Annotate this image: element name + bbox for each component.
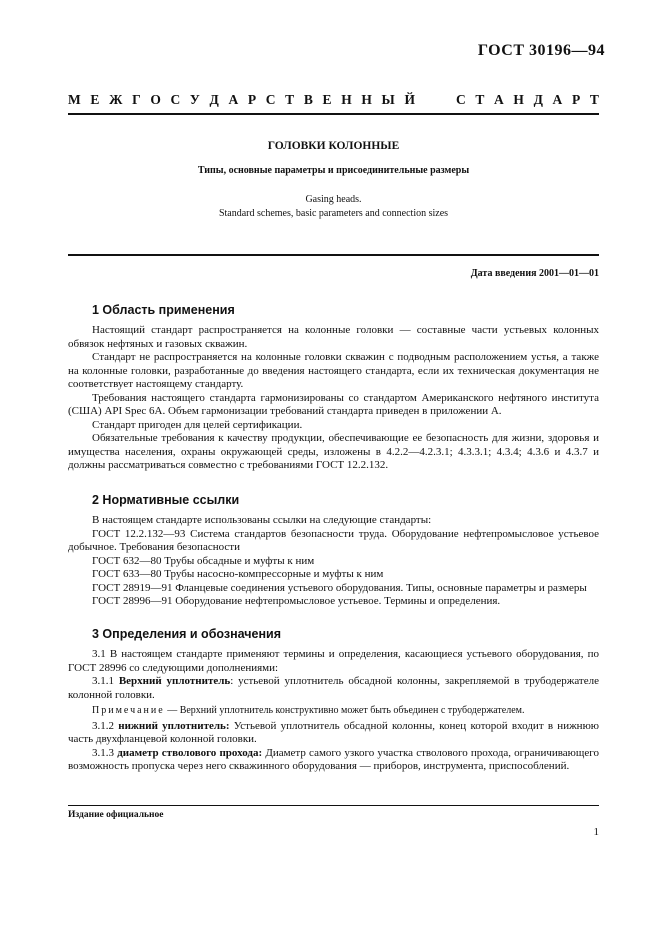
banner-letter: Г xyxy=(132,92,141,107)
section-1-heading: 1 Область применения xyxy=(92,303,235,317)
definition-3-1-3: 3.1.3 диаметр стволового прохода: Диаметр самого узкого участка стволового прохода, ограничивающего возможность пропуска через него скважинного оборудования — приборов, инструмента, приспособлений. xyxy=(68,746,599,772)
banner-letter: Ж xyxy=(109,92,123,107)
banner-letter: Н xyxy=(341,92,352,107)
section-1-body xyxy=(68,324,599,473)
banner-letter: О xyxy=(150,92,161,107)
paragraph: Настоящий стандарт распространяется на колонные головки — составные части устьевых колонных обвязок нефтяных и газовых скважин. xyxy=(68,324,599,350)
reference-item: ГОСТ 633—80 Трубы насосно-компрессорные и муфты к ним xyxy=(92,568,384,580)
banner-letter: Е xyxy=(90,92,100,107)
reference-item: ГОСТ 28996—91 Оборудование нефтепромысловое устьевое. Термины и определения. xyxy=(92,595,501,607)
note: Примечание — Верхний уплотнитель конструктивно может быть объединен с трубодержателем. xyxy=(92,705,525,716)
banner-letter: Н xyxy=(361,92,372,107)
document-subtitle: Типы, основные параметры и присоединительные размеры xyxy=(197,165,470,176)
header-rule xyxy=(68,254,599,256)
english-title-line-1: Gasing heads. xyxy=(305,194,362,205)
page-number: 1 xyxy=(593,826,599,838)
footer-rule xyxy=(68,805,599,806)
reference-item: ГОСТ 632—80 Трубы обсадные и муфты к ним xyxy=(92,554,315,567)
section-3-heading: 3 Определения и обозначения xyxy=(92,627,282,641)
banner-letter: Н xyxy=(513,92,524,107)
banner-letter: У xyxy=(189,92,200,107)
banner-letter xyxy=(440,92,446,108)
definition-3-1-2: 3.1.2 нижний уплотнитель: Устьевой уплотнитель обсадной колонны, конец которой входит в нижнюю часть двухфланцевой колонной головки. xyxy=(68,719,600,745)
section-2-heading: 2 Нормативные ссылки xyxy=(92,493,240,507)
english-title xyxy=(68,193,599,220)
standard-banner xyxy=(68,92,599,108)
introduction-date: Дата введения 2001—01—01 xyxy=(470,268,599,279)
banner-letter: С xyxy=(455,92,466,107)
banner-letter: А xyxy=(552,92,563,107)
official-edition-label: Издание официальное xyxy=(68,810,164,820)
banner-letter: Е xyxy=(322,92,332,107)
section-2-body xyxy=(68,514,599,609)
banner-letter: Т xyxy=(475,92,485,107)
banner-letter: Д xyxy=(209,92,219,107)
reference-item: ГОСТ 12.2.132—93 Система стандартов безопасности труда. Оборудование нефтепромысловое устьевое добычное. Требования безопасности xyxy=(68,527,599,553)
definition-3-1-1: 3.1.1 Верхний уплотнитель: устьевой уплотнитель обсадной колонны, закрепляемой в трубодержателе колонной головки. xyxy=(68,675,599,701)
banner-letter: М xyxy=(68,92,81,107)
banner-letter: Д xyxy=(533,92,543,107)
banner-letter xyxy=(425,92,431,108)
banner-letter: А xyxy=(494,92,504,107)
paragraph: Стандарт пригоден для целей сертификации. xyxy=(92,418,303,431)
english-title-line-2: Standard schemes, basic parameters and connection sizes xyxy=(218,207,449,219)
section-3-body xyxy=(68,648,599,774)
banner-letter: Р xyxy=(247,92,257,107)
banner-letter: В xyxy=(303,92,313,107)
paragraph: Требования настоящего стандарта гармонизированы со стандартом Американского нефтяного института (США) API Spec 6A. Объем гармонизации требований стандарта приведен в приложении А. xyxy=(68,391,599,417)
banner-rule xyxy=(68,113,599,115)
banner-letter: С xyxy=(170,92,181,107)
paragraph: Обязательные требования к качеству продукции, обеспечивающие ее безопасность для жизни, здоровья и имущества населения, охраны окружающей среды, изложены в 4.2.2—4.2.3.1; 4.3.3.1; 4.3.4; 4.3.6 и 4.3.7 и должны рассматриваться совместно с требованиями ГОСТ 12.2.132. xyxy=(68,432,599,471)
paragraph: Стандарт не распространяется на колонные головки скважин с подводным расположением устья, а также на колонные головки, разработанные до введения настоящего стандарта, если их техническая документация не соответствует настоящему стандарту. xyxy=(68,351,599,390)
document-title: ГОЛОВКИ КОЛОННЫЕ xyxy=(267,140,400,152)
banner-letter: Т xyxy=(589,92,599,107)
banner-letter: С xyxy=(265,92,276,107)
banner-letter: Т xyxy=(285,92,295,107)
banner-letter: Ы xyxy=(381,92,395,107)
banner-letter: А xyxy=(228,92,239,107)
banner-letter: Р xyxy=(571,92,581,107)
gost-number: ГОСТ 30196—94 xyxy=(477,42,605,59)
reference-item: ГОСТ 28919—91 Фланцевые соединения устьевого оборудования. Типы, основные параметры и размеры xyxy=(92,581,587,594)
paragraph: В настоящем стандарте использованы ссылки на следующие стандарты: xyxy=(92,514,432,526)
paragraph: 3.1 В настоящем стандарте применяют термины и определения, касающиеся устьевого оборудования, по ГОСТ 28996 со следующими дополнениями: xyxy=(68,648,599,674)
banner-letter: Й xyxy=(404,92,415,107)
